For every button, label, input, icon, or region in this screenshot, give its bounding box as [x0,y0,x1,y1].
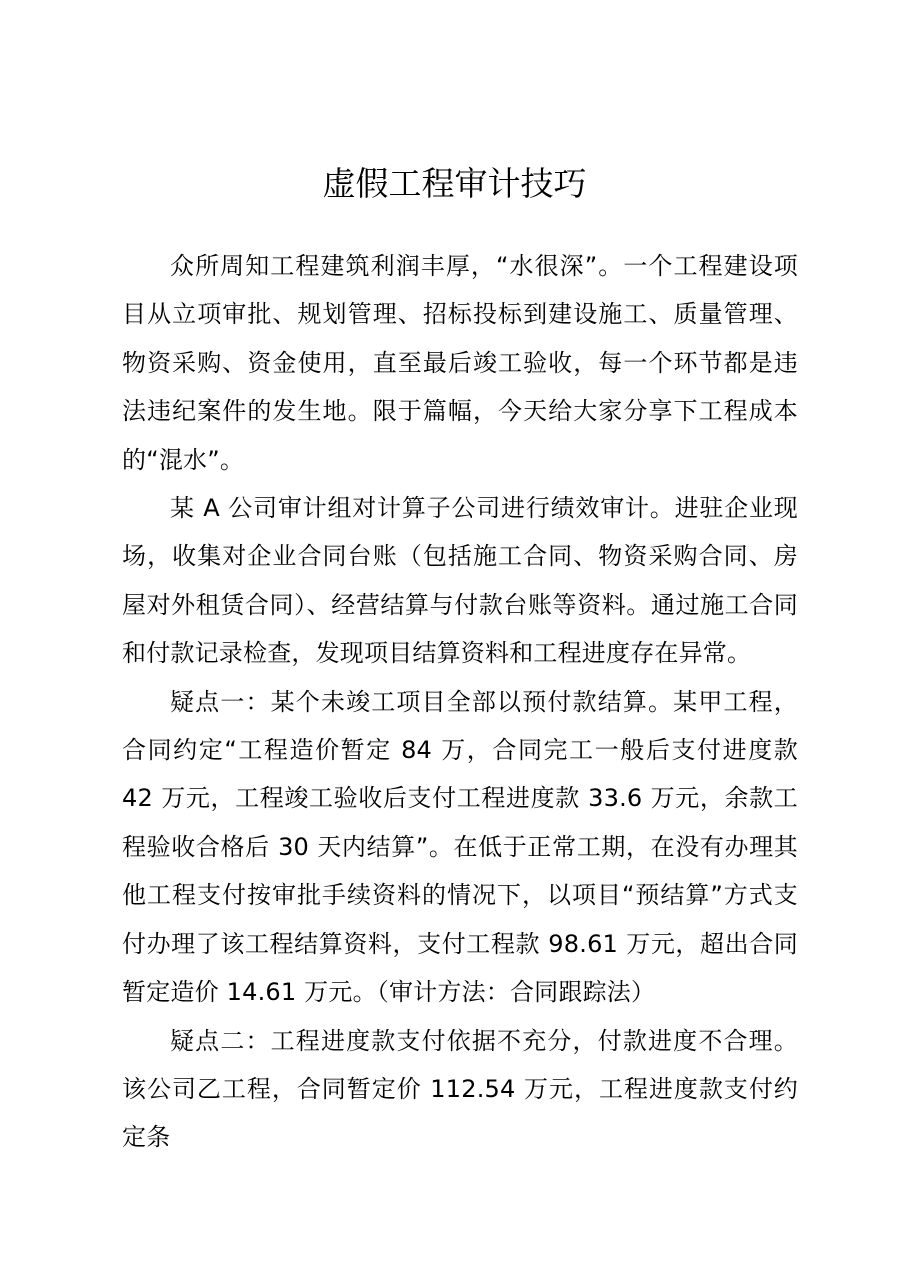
paragraph-4: 疑点二：工程进度款支付依据不充分，付款进度不合理。该公司乙工程，合同暂定价 112.54 万元，工程进度款支付约定条 [122,1026,798,1152]
paragraph-1: 众所周知工程建筑利润丰厚，“水很深”。一个工程建设项目从立项审批、规划管理、招标投标到建设施工、质量管理、物资采购、资金使用，直至最后竣工验收，每一个环节都是违法违纪案件的发生地。限于篇幅，今天给大家分享下工程成本的“混水”。 [122,252,798,474]
document-title: 虚假工程审计技巧 [322,164,587,203]
paragraph-2: 某 A 公司审计组对计算子公司进行绩效审计。进驻企业现场，收集对企业合同台账（包括施工合同、物资采购合同、房屋对外租赁合同）、经营结算与付款台账等资料。通过施工合同和付款记录检查，发现项目结算资料和工程进度存在异常。 [122,494,798,668]
document-body [122,242,798,1162]
paragraph-3: 疑点一：某个未竣工项目全部以预付款结算。某甲工程，合同约定“工程造价暂定 84 万，合同完工一般后支付进度款 42 万元，工程竣工验收后支付工程进度款 33.6 万元，余款工程验收合格后 30 天内结算”。在低于正常工期，在没有办理其他工程支付按审批手续资料的情况下，以项目“预结算”方式支付办理了该工程结算资料，支付工程款 98.61 万元，超出合同暂定造价 14.61 万元。（审计方法：合同跟踪法） [122,687,798,1007]
